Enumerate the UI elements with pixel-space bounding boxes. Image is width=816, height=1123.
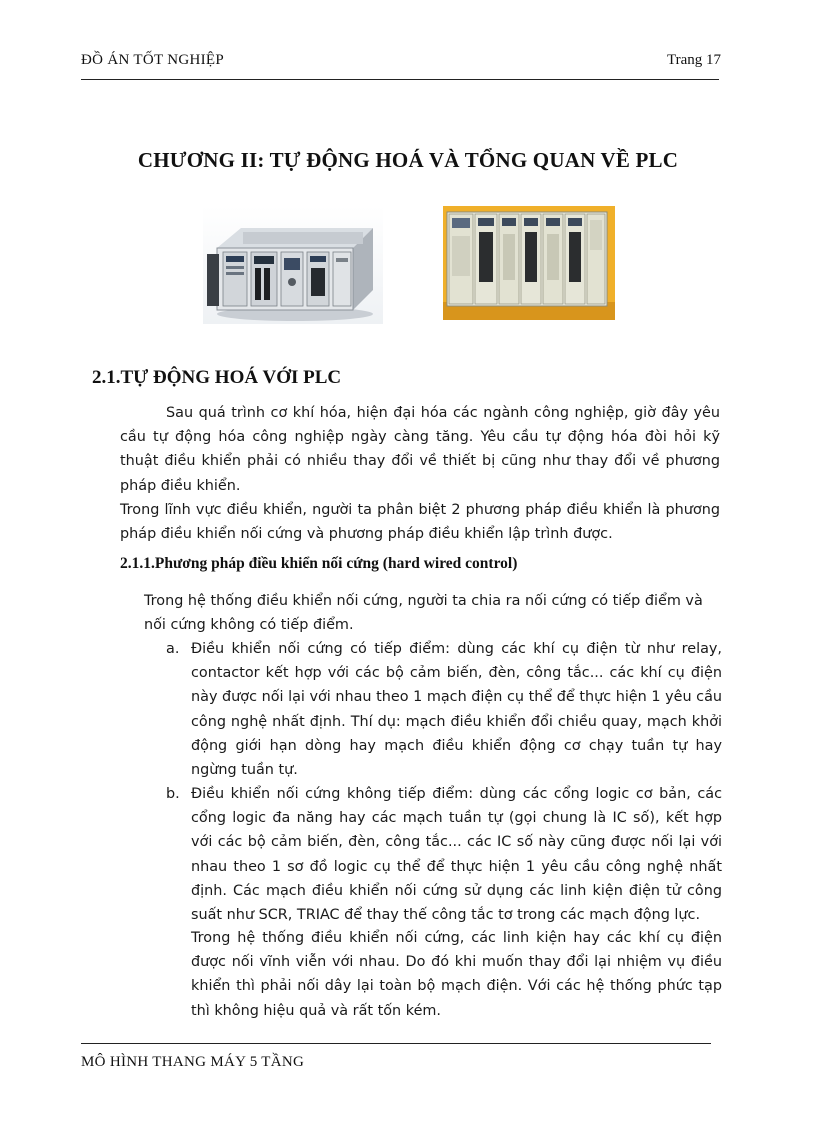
plc-rack-illustration <box>443 206 615 320</box>
plc-photo-1 <box>203 206 383 324</box>
paragraph-intro: Sau quá trình cơ khí hóa, hiện đại hóa các ngành công nghiệp, giờ đây yêu cầu tự động hóa công nghiệp ngày càng tăng. Yêu cầu tự động hóa đòi hỏi kỹ thuật điều khiển phải có nhiều thay đổi về thiết bị cũng như thay đổi về phương pháp điều khiển. <box>120 405 720 494</box>
page-header <box>81 52 721 76</box>
footer-title: MÔ HÌNH THANG MÁY 5 TẦNG <box>81 1054 305 1070</box>
chapter-title: CHƯƠNG II: TỰ ĐỘNG HOÁ VÀ TỔNG QUAN VỀ PLC <box>137 148 679 172</box>
header-rule <box>81 79 719 80</box>
list-marker: b. <box>166 786 180 802</box>
header-title: ĐỒ ÁN TỐT NGHIỆP <box>81 52 224 68</box>
list-item-text: Điều khiển nối cứng không tiếp điểm: dùng các cổng logic cơ bản, các cổng logic đa năng hay các mạch tuần tự (gọi chung là IC số), kết hợp với các bộ cảm biến, đèn, công tắc... các IC số này cũng được nối lại với nhau theo 1 sơ đồ logic cụ thể để thực hiện 1 yêu cầu công nghệ nhất định. Các mạch điều khiển nối cứng sử dụng các linh kiện điện tử công suất như SCR, TRIAC để thay thế công tắc tơ trong các mạch động lực. <box>191 786 722 924</box>
footer-rule <box>81 1043 711 1044</box>
list-item-text: Điều khiển nối cứng có tiếp điểm: dùng các khí cụ điện từ như relay, contactor kết hợp với các bộ cảm biến, đèn, công tắc... các khí cụ điện này được nối lại với nhau theo 1 mạch điện cụ thể để thực hiện 1 yêu cầu công nghệ nhất định. Thí dụ: mạch điều khiển đổi chiều quay, mạch khởi động giới hạn dòng hay mạch điều khiển động cơ chạy tuần tự hay ngừng tuần tự. <box>191 641 723 779</box>
list-marker: a. <box>166 641 180 657</box>
plc-unit-illustration <box>203 206 383 324</box>
plc-photo-2 <box>443 206 615 320</box>
subsection-title: 2.1.1.Phương pháp điều khiển nối cứng (hard wired control) <box>120 555 518 572</box>
paragraph-closing: Trong hệ thống điều khiển nối cứng, các linh kiện hay các khí cụ điện được nối vĩnh viễn với nhau. Do đó khi muốn thay đổi lại nhiệm vụ điều khiển thì phải nối dây lại toàn bộ mạch điện. Với các hệ thống phức tạp thì không hiệu quả và rất tốn kém. <box>191 930 722 1019</box>
section-title: 2.1.TỰ ĐỘNG HOÁ VỚI PLC <box>92 367 342 388</box>
paragraph-methods: Trong lĩnh vực điều khiển, người ta phân biệt 2 phương pháp điều khiển là phương pháp điều khiển nối cứng và phương pháp điều khiển lập trình được. <box>120 502 720 543</box>
page-number: Trang 17 <box>666 52 721 68</box>
paragraph-hardwired: Trong hệ thống điều khiển nối cứng, người ta chia ra nối cứng có tiếp điểm và nối cứng không có tiếp điểm. <box>144 593 703 634</box>
